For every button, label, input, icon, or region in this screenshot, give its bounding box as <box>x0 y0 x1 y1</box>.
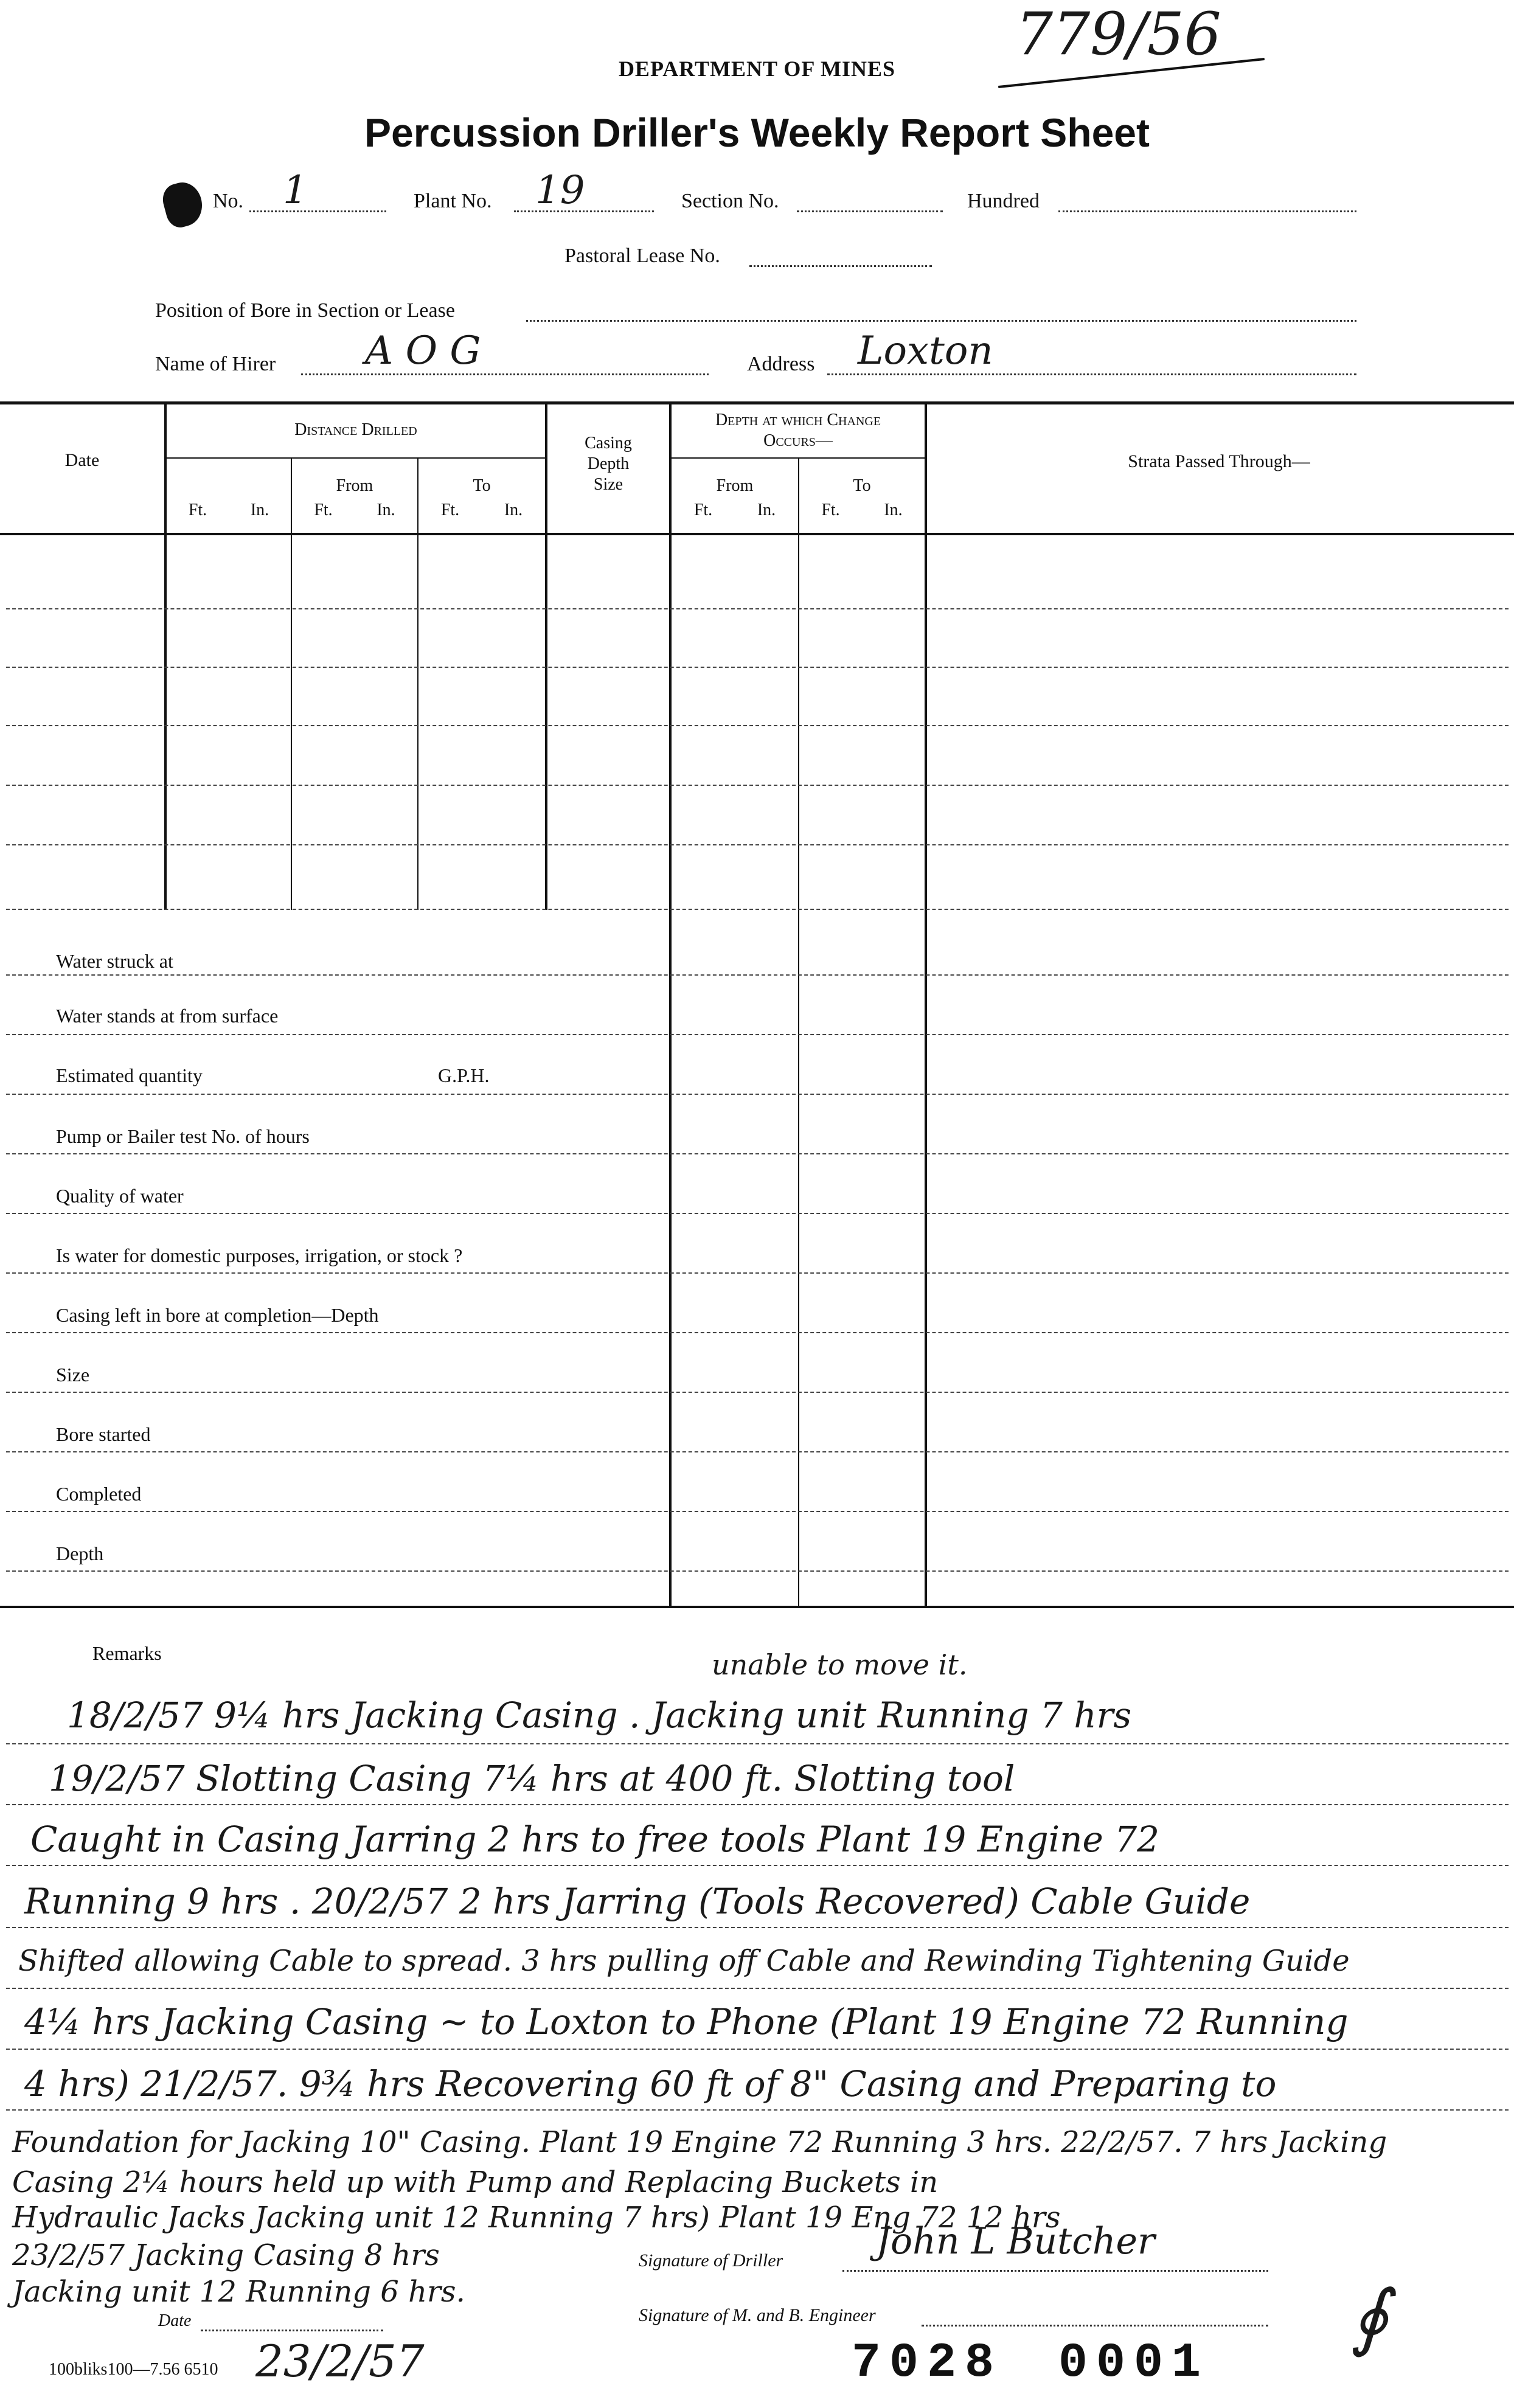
report-title: Percussion Driller's Weekly Report Sheet <box>364 110 1150 155</box>
water-stands-label: Water stands at from surface <box>56 1005 279 1027</box>
remark-line-10: Hydraulic Jacks Jacking unit 12 Running 7 hrs) Plant 19 Eng 72 12 hrs <box>12 2201 1061 2235</box>
size-label: Size <box>56 1364 90 1386</box>
casing-left-label: Casing left in bore at completion—Depth <box>56 1304 379 1326</box>
remark-rule-7 <box>6 2109 1509 2111</box>
remark-rule-4 <box>6 1927 1509 1928</box>
stamp-number-right: 0001 <box>1058 2336 1210 2391</box>
depth-label: Depth <box>56 1542 104 1564</box>
remarks-label: Remarks <box>92 1642 162 1664</box>
address-value: Loxton <box>858 328 993 373</box>
water-rule-11 <box>6 1570 1509 1572</box>
date-value: 23/2/57 <box>255 2336 425 2387</box>
no-dots <box>249 210 386 212</box>
water-quality-label: Quality of water <box>56 1185 184 1207</box>
header-ft-4: Ft. <box>693 501 713 519</box>
no-value: 1 <box>283 168 308 213</box>
table-row-rule-4 <box>6 785 1509 786</box>
plant-no-label: Plant No. <box>414 190 492 212</box>
water-rule-4 <box>6 1153 1509 1154</box>
remark-line-12: Jacking unit 12 Running 6 hrs. <box>12 2275 465 2309</box>
table-header-rule <box>0 533 1514 535</box>
header-depth-change-line1: Depth at which Change <box>715 411 881 429</box>
no-label: No. <box>213 190 244 212</box>
pump-test-label: Pump or Bailer test No. of hours <box>56 1125 310 1147</box>
water-rule-2 <box>6 1034 1509 1035</box>
header-size: Size <box>593 475 623 494</box>
remark-line-5: Shifted allowing Cable to spread. 3 hrs pulling off Cable and Rewinding Tightening Guide <box>18 1944 1350 1978</box>
table-row-rule-3 <box>6 725 1509 726</box>
header-distance-drilled: Distance Drilled <box>294 420 417 439</box>
header-ft-2: Ft. <box>314 501 333 519</box>
remark-line-9: Casing 2¼ hours held up with Pump and Replacing Buckets in <box>12 2165 939 2199</box>
address-dots <box>827 373 1356 375</box>
water-rule-8 <box>6 1392 1509 1393</box>
distance-subrule <box>165 457 546 459</box>
header-to-2: To <box>853 476 871 495</box>
engineer-signature-dots <box>922 2325 1268 2326</box>
hirer-label: Name of Hirer <box>155 353 276 375</box>
header-casing: Casing <box>585 434 632 453</box>
form-code: 100bliks100—7.56 6510 <box>49 2360 218 2379</box>
water-rule-9 <box>6 1451 1509 1452</box>
header-strata: Strata Passed Through— <box>1128 451 1310 471</box>
col-line-depth-left <box>669 403 672 1607</box>
water-rule-1 <box>6 974 1509 976</box>
date-label: Date <box>158 2311 192 2330</box>
table-top-rule <box>0 401 1514 404</box>
table-row-rule-5 <box>6 844 1509 845</box>
bore-started-label: Bore started <box>56 1423 151 1445</box>
col-line-ft-in <box>291 457 292 910</box>
date-dots <box>201 2330 383 2331</box>
position-of-bore-dots <box>526 320 1356 322</box>
header-in-3: In. <box>504 501 523 519</box>
department-heading: DEPARTMENT OF MINES <box>618 57 896 81</box>
remark-rule-3 <box>6 1865 1509 1866</box>
remark-line-2: 19/2/57 Slotting Casing 7¼ hrs at 400 ft. Slotting tool <box>49 1758 1015 1799</box>
remark-line-6: 4¼ hrs Jacking Casing ~ to Loxton to Phone (Plant 19 Engine 72 Running <box>24 2001 1349 2042</box>
remark-line-11: 23/2/57 Jacking Casing 8 hrs <box>12 2238 440 2272</box>
stamp-number-left: 7028 <box>852 2336 1003 2391</box>
header-ft-1: Ft. <box>188 501 207 519</box>
remark-rule-2 <box>6 1804 1509 1805</box>
header-ft-3: Ft. <box>440 501 460 519</box>
hirer-dots <box>301 373 709 375</box>
driller-signature-dots <box>842 2270 1268 2272</box>
table-row-rule-1 <box>6 608 1509 609</box>
table-row-rule-6 <box>6 909 1509 910</box>
remark-line-8: Foundation for Jacking 10" Casing. Plant 19 Engine 72 Running 3 hrs. 22/2/57. 7 hrs Jacking <box>12 2125 1387 2159</box>
header-in-4: In. <box>757 501 776 519</box>
hundred-label: Hundred <box>967 190 1040 212</box>
header-date: Date <box>64 450 100 470</box>
section-no-label: Section No. <box>681 190 779 212</box>
pastoral-lease-label: Pastoral Lease No. <box>564 245 720 267</box>
header-from-2: From <box>716 476 754 495</box>
remark-rule-5 <box>6 1988 1509 1989</box>
water-rule-10 <box>6 1511 1509 1512</box>
engineer-initial: ∮ <box>1350 2275 1389 2359</box>
col-line-date <box>164 403 167 910</box>
table-row-rule-2 <box>6 667 1509 668</box>
water-rule-7 <box>6 1332 1509 1333</box>
header-in-1: In. <box>250 501 269 519</box>
water-rule-6 <box>6 1272 1509 1274</box>
driller-signature-label: Signature of Driller <box>639 2250 783 2271</box>
water-struck-label: Water struck at <box>56 950 173 972</box>
remark-rule-6 <box>6 2049 1509 2050</box>
remark-line-7: 4 hrs) 21/2/57. 9¾ hrs Recovering 60 ft of 8" Casing and Preparing to <box>24 2063 1277 2104</box>
depth-subrule <box>670 457 926 459</box>
col-line-depth-mid <box>798 457 799 1607</box>
header-depth: Depth <box>587 454 630 473</box>
driller-signature-value: John L Butcher <box>876 2220 1155 2263</box>
plant-no-value: 19 <box>535 168 585 213</box>
header-in-2: In. <box>377 501 395 519</box>
header-to-1: To <box>473 476 491 495</box>
header-depth-change <box>672 410 925 451</box>
water-rule-5 <box>6 1213 1509 1214</box>
address-label: Address <box>747 353 815 375</box>
table-bottom-rule <box>0 1606 1514 1608</box>
completed-label: Completed <box>56 1483 142 1505</box>
ink-blot <box>159 178 207 231</box>
remark-rule-1 <box>6 1743 1509 1744</box>
header-in-5: In. <box>884 501 903 519</box>
remarks-insert: unable to move it. <box>712 1648 968 1681</box>
header-depth-change-line2: Occurs— <box>763 431 833 450</box>
remark-line-4: Running 9 hrs . 20/2/57 2 hrs Jarring (Tools Recovered) Cable Guide <box>24 1881 1251 1922</box>
document-reference: 779/56 <box>1016 0 1221 68</box>
pastoral-lease-dots <box>749 265 932 267</box>
water-rule-3 <box>6 1094 1509 1095</box>
header-from-1: From <box>336 476 373 495</box>
remark-line-3: Caught in Casing Jarring 2 hrs to free tools Plant 19 Engine 72 <box>30 1819 1160 1860</box>
water-purpose-label: Is water for domestic purposes, irrigation, or stock ? <box>56 1244 463 1266</box>
header-ft-5: Ft. <box>821 501 840 519</box>
col-line-from-to <box>417 457 418 910</box>
header-casing-depth-size <box>547 433 669 495</box>
gph-label: G.P.H. <box>438 1064 490 1086</box>
section-no-dots <box>797 210 943 212</box>
hundred-dots <box>1058 210 1356 212</box>
estimated-quantity-label: Estimated quantity <box>56 1064 203 1086</box>
engineer-signature-label: Signature of M. and B. Engineer <box>639 2305 876 2325</box>
hirer-value: A O G <box>365 328 481 373</box>
col-line-strata <box>925 403 927 1607</box>
remark-line-1: 18/2/57 9¼ hrs Jacking Casing . Jacking unit Running 7 hrs <box>67 1695 1132 1736</box>
position-of-bore-label: Position of Bore in Section or Lease <box>155 299 455 322</box>
